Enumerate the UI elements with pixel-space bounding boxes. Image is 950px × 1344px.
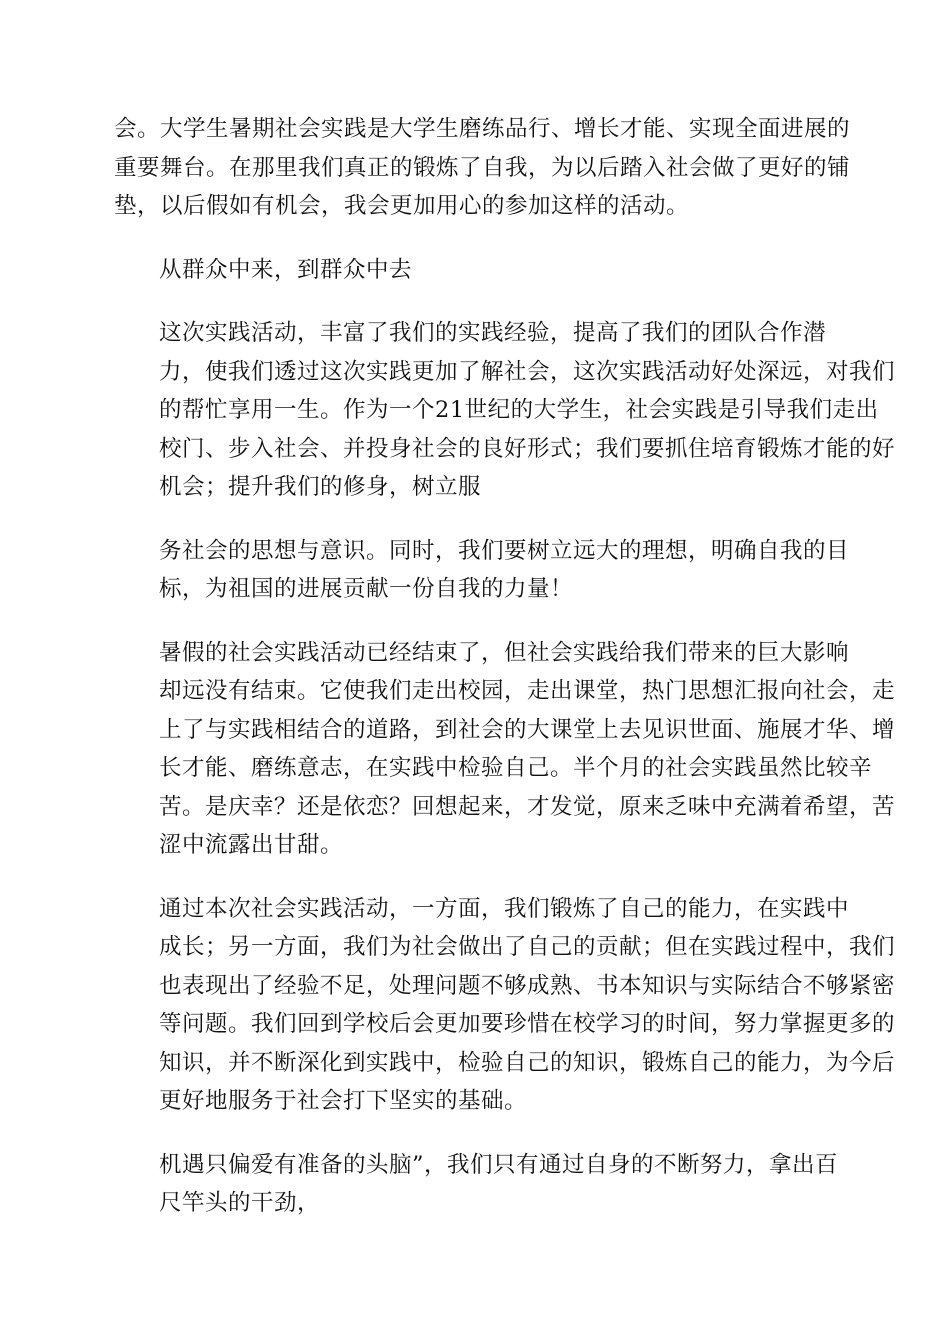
text-line: 却远没有结束。它使我们走出校园，走出课堂，热门思想汇报向社会，走	[159, 678, 896, 704]
text-line: 上了与实践相结合的道路，到社会的大课堂上去见识世面、施展才华、增	[159, 716, 896, 743]
paragraph	[114, 314, 896, 507]
text-line: 机遇只偏爱有准备的头脑”，我们只有通过自身的不断努力，拿出百	[159, 1151, 839, 1178]
text-line: 的帮忙享用一生。作为一个21世纪的大学生，社会实践是引导我们走出	[159, 397, 879, 423]
text-line: 等问题。我们回到学校后会更加要珍惜在校学习的时间，努力掌握更多的	[159, 1011, 896, 1037]
paragraph	[114, 110, 851, 226]
text-line: 成长；另一方面，我们为社会做出了自己的贡献；但在实践过程中，我们	[159, 934, 896, 960]
text-line: 尺竿头的干劲，	[159, 1190, 321, 1216]
section-heading	[114, 251, 834, 290]
text-line: 机会；提升我们的修身，树立服	[159, 474, 482, 500]
text-line: 垫，以后假如有机会，我会更加用心的参加这样的活动。	[114, 193, 690, 219]
text-line: 知识，并不断深化到实践中，检验自己的知识，锻炼自己的能力，为今后	[159, 1049, 896, 1076]
text-line: 通过本次社会实践活动，一方面，我们锻炼了自己的能力，在实践中	[159, 895, 850, 922]
text-line: 务社会的思想与意识。同时，我们要树立远大的理想，明确自我的目	[159, 537, 850, 564]
text-line: 更好地服务于社会打下坚实的基础。	[159, 1088, 528, 1114]
text-line: 这次实践活动，丰富了我们的实践经验，提高了我们的团队合作潜	[159, 320, 827, 346]
text-line: 苦。是庆幸？还是依恋？回想起来，才发觉，原来乏味中充满着希望，苦	[159, 793, 896, 820]
text-line: 重要舞台。在那里我们真正的锻炼了自我，为以后踏入社会做了更好的铺	[114, 154, 851, 181]
paragraph	[114, 532, 850, 609]
text-line: 涩中流露出甘甜。	[159, 832, 344, 858]
text-line: 会。大学生暑期社会实践是大学生磨练品行、增长才能、实现全面进展的	[114, 116, 851, 142]
paragraph	[114, 890, 896, 1121]
paragraph	[114, 634, 896, 865]
text-line: 也表现出了经验不足，处理问题不够成熟、书本知识与实际结合不够紧密	[159, 972, 896, 999]
text-line: 长才能、磨练意志，在实践中检验自己。半个月的社会实践虽然比较辛	[159, 755, 873, 781]
text-line: 暑假的社会实践活动已经结束了，但社会实践给我们带来的巨大影响	[159, 639, 850, 666]
paragraph	[114, 1146, 839, 1223]
text-line: 校门、步入社会、并投身社会的良好形式；我们要抓住培育锻炼才能的好	[159, 435, 896, 462]
document-body	[114, 110, 896, 1223]
text-line: 标，为祖国的进展贡献一份自我的力量！	[159, 576, 574, 602]
text-line: 从群众中来，到群众中去	[159, 256, 413, 283]
text-line: 力，使我们透过这次实践更加了解社会，这次实践活动好处深远，对我们	[159, 358, 896, 385]
